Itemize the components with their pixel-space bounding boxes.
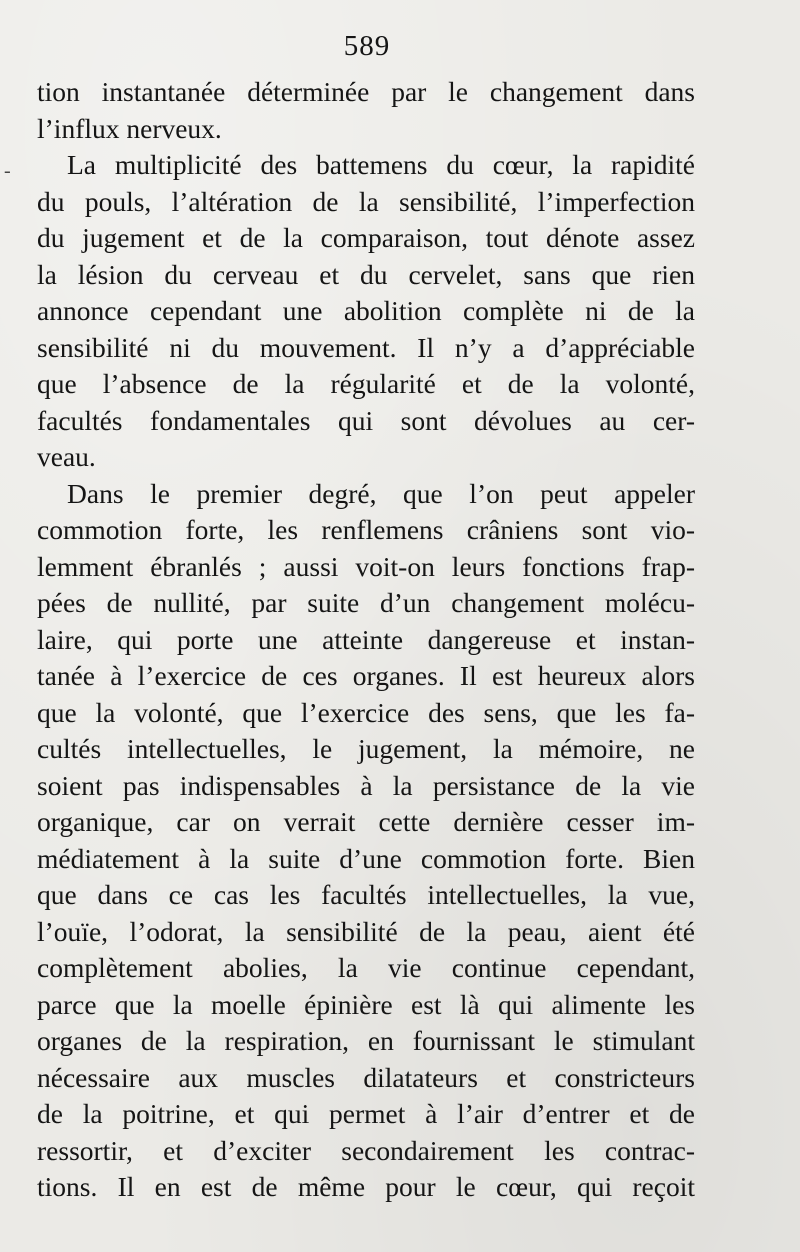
page-number: 589 (343, 30, 391, 62)
text-line: que dans ce cas les facultés intellectuelles, la vue, (37, 879, 695, 910)
text-line: facultés fondamentales qui sont dévolues au cer- (37, 404, 695, 436)
text-line: tions. Il en est de même pour le cœur, qui reçoit (37, 1171, 695, 1202)
text-line: médiatement à la suite d’une commotion forte. Bien (37, 842, 695, 874)
text-line: parce que la moelle épinière est là qui alimente les (37, 988, 695, 1020)
text-line: La multiplicité des battemens du cœur, la rapidité (67, 149, 695, 180)
text-line: organes de la respiration, en fournissant le stimulant (37, 1025, 695, 1056)
text-line: commotion forte, les renflemens crâniens sont vio- (37, 514, 695, 545)
margin-mark: - (4, 160, 11, 182)
text-line: la lésion du cerveau et du cervelet, sans que rien (37, 258, 695, 290)
text-line: que l’absence de la régularité et de la volonté, (37, 368, 695, 399)
text-line: soient pas indispensables à la persistance de la vie (37, 769, 695, 801)
text-line: cultés intellectuelles, le jugement, la mémoire, ne (37, 733, 695, 764)
text-line: l’influx nerveux. (37, 112, 222, 144)
text-line: du jugement et de la comparaison, tout dénote assez (37, 222, 695, 253)
text-line: tion instantanée déterminée par le changement dans (37, 76, 695, 107)
text-line: lemment ébranlés ; aussi voit-on leurs fonctions frap- (37, 550, 695, 582)
text-line: Dans le premier degré, que l’on peut appeler (67, 477, 695, 509)
text-line: veau. (37, 441, 96, 472)
text-line: du pouls, l’altération de la sensibilité, l’imperfection (37, 185, 695, 217)
text-line: que la volonté, que l’exercice des sens, que les fa- (37, 696, 695, 728)
text-line: ressortir, et d’exciter secondairement les contrac- (37, 1134, 695, 1166)
text-line: tanée à l’exercice de ces organes. Il est heureux alors (37, 660, 695, 691)
text-line: de la poitrine, et qui permet à l’air d’entrer et de (37, 1098, 695, 1129)
body-text (37, 74, 695, 1206)
text-line: l’ouïe, l’odorat, la sensibilité de la peau, aient été (37, 915, 695, 947)
text-line: organique, car on verrait cette dernière cesser im- (37, 806, 695, 837)
text-line: nécessaire aux muscles dilatateurs et constricteurs (37, 1061, 695, 1093)
text-line: sensibilité ni du mouvement. Il n’y a d’appréciable (37, 331, 695, 363)
text-line: pées de nullité, par suite d’un changement molécu- (37, 587, 695, 618)
text-line: laire, qui porte une atteinte dangereuse et instan- (37, 623, 695, 655)
text-line: complètement abolies, la vie continue cependant, (37, 952, 695, 983)
text-line: annonce cependant une abolition complète ni de la (37, 295, 695, 326)
